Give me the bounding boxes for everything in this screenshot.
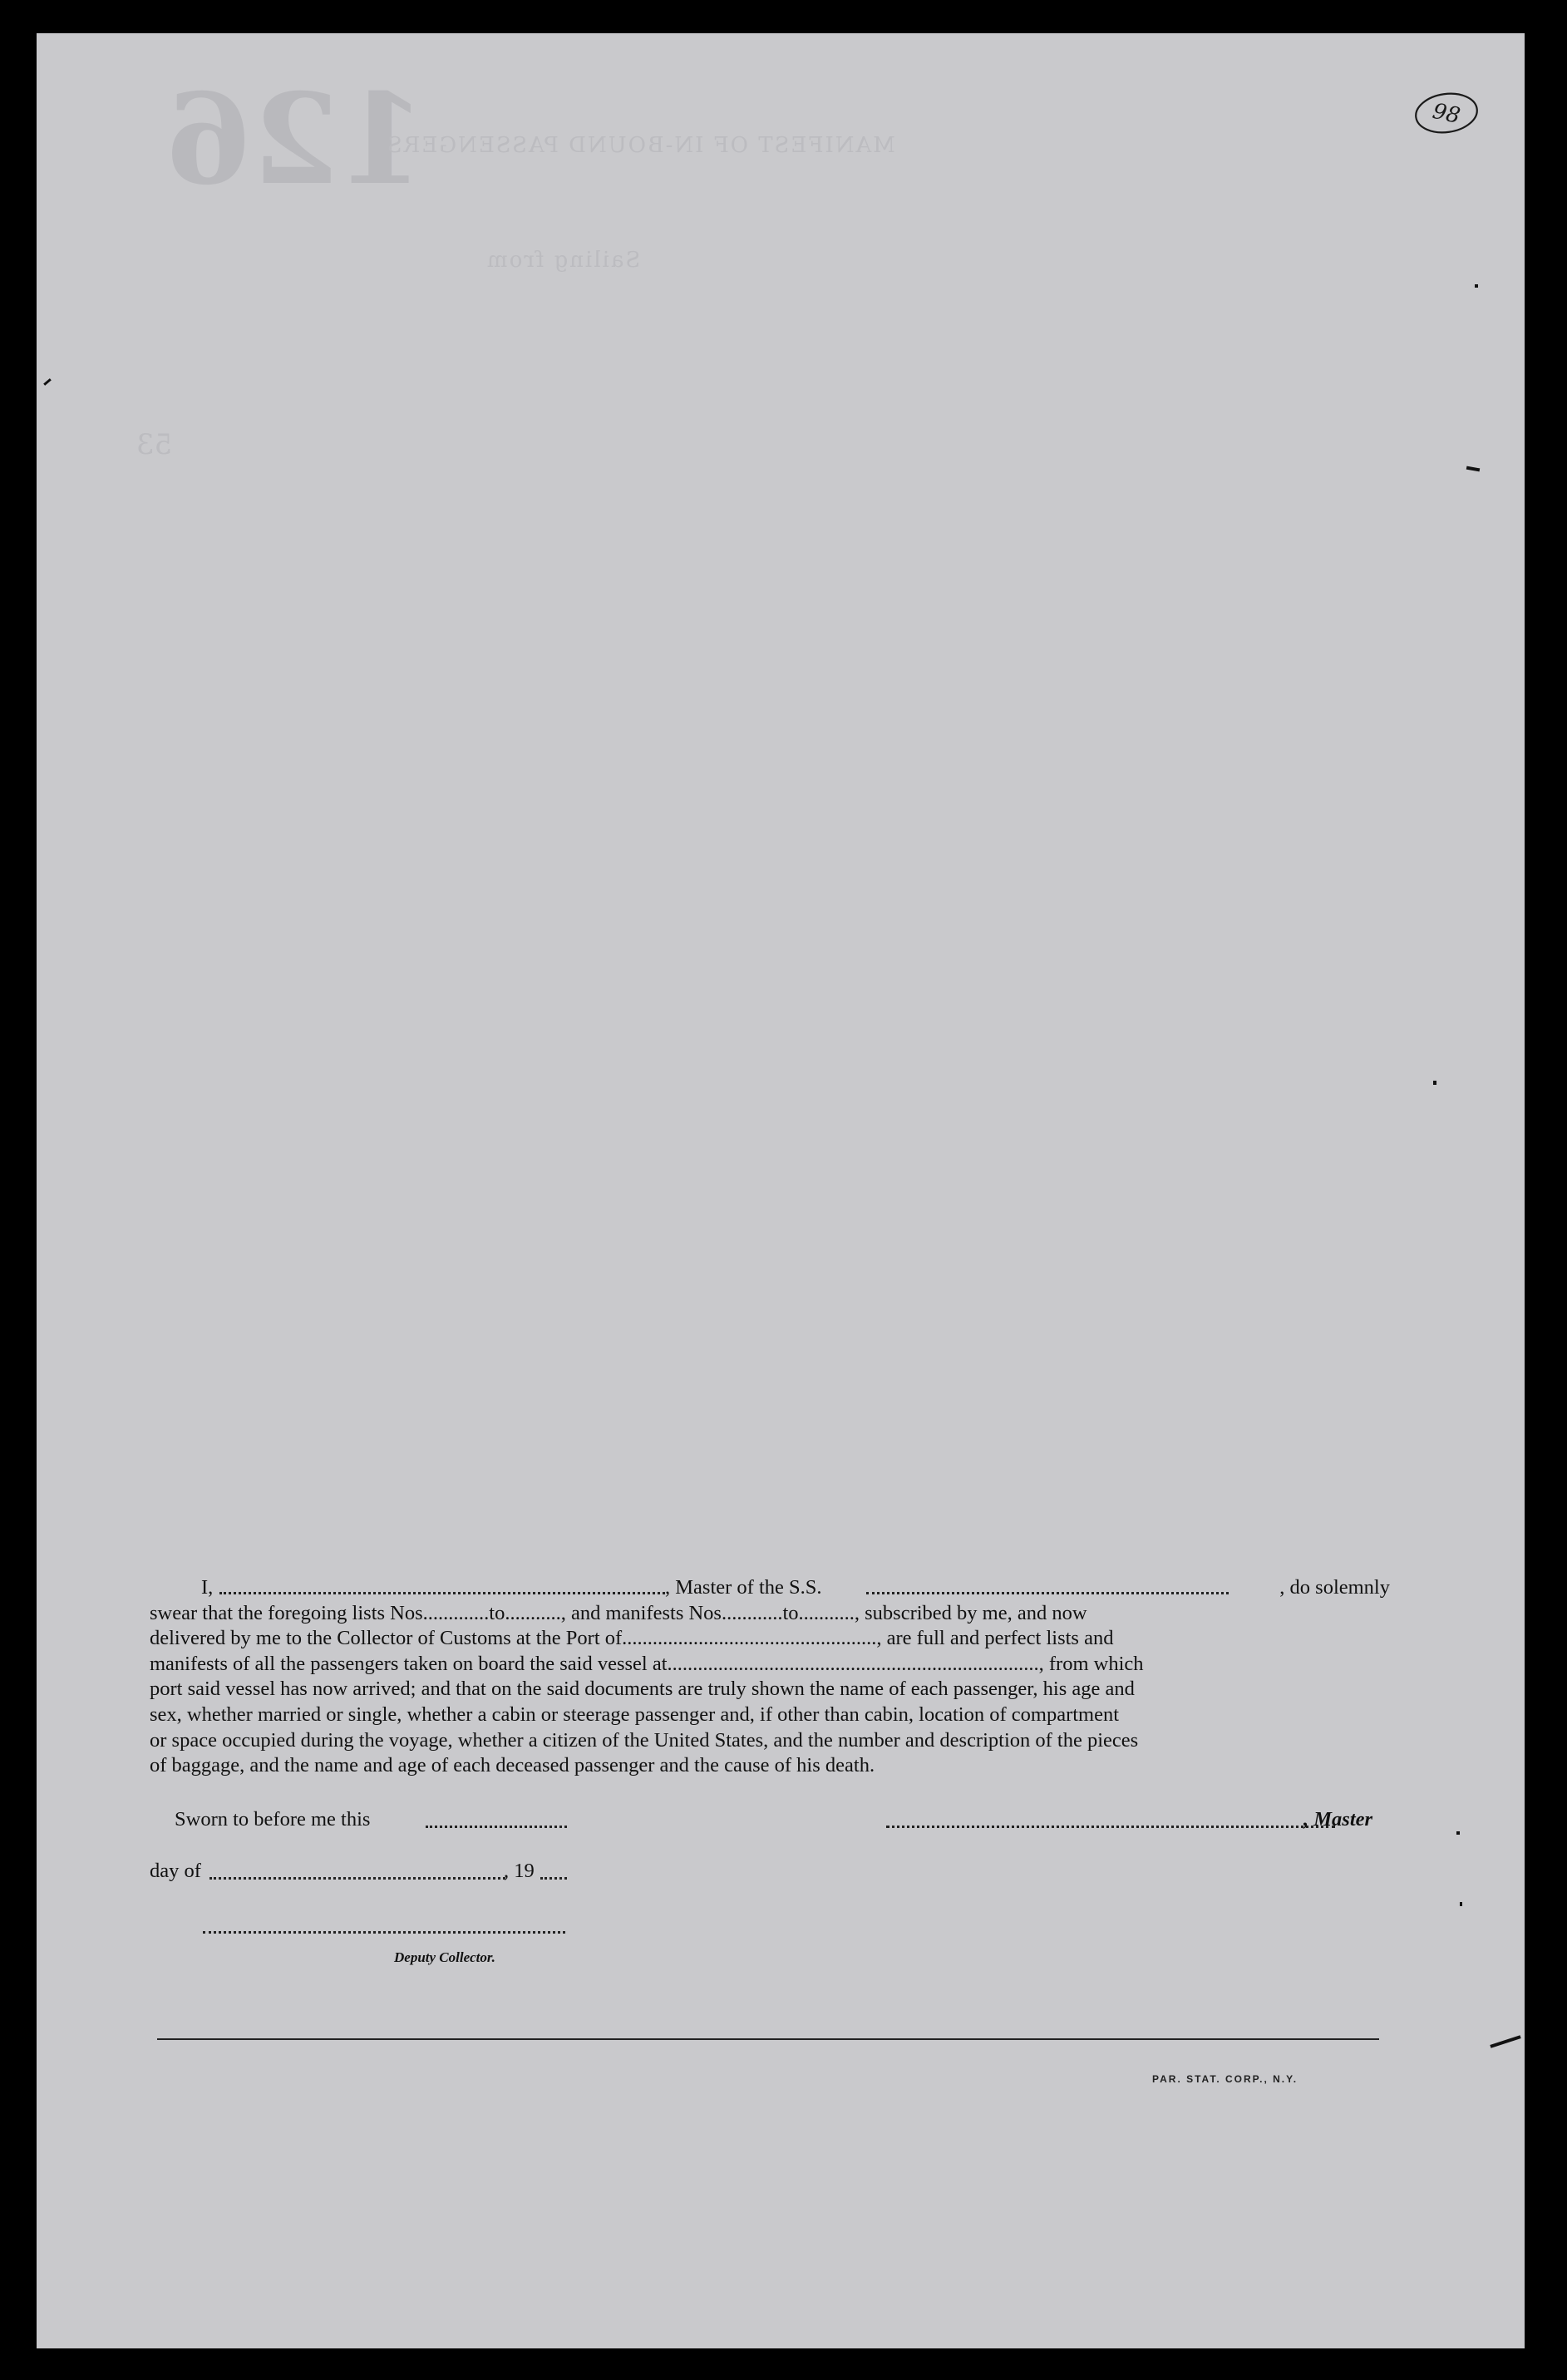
page-number-text: 98 (1430, 98, 1463, 130)
speck (1460, 1902, 1462, 1906)
oath-line-8: of baggage, and the name and age of each deceased passenger and the cause of his death. (150, 1754, 875, 1777)
speck (1475, 284, 1478, 288)
ghost-sheet-number: 126 (165, 67, 426, 213)
printer-imprint: PAR. STAT. CORP., N.Y. (1152, 2073, 1298, 2085)
master-signature-dots (886, 1826, 1335, 1828)
ghost-subheading: Sailing from (485, 248, 641, 273)
oath-line-4: manifests of all the passengers taken on board the said vessel at........................................................................., from which (150, 1652, 1144, 1675)
manifest-sheet (37, 33, 1525, 2348)
ghost-mark: 53 (136, 428, 173, 461)
day-of-label: day of (150, 1860, 201, 1882)
master-oath-paragraph (150, 1575, 1390, 1779)
deputy-collector-label: Deputy Collector. (394, 1949, 495, 1965)
speck (43, 378, 52, 386)
oath-line-6: sex, whether married or single, whether a cabin or steerage passenger and, if other than cabin, location of compartment (150, 1702, 1120, 1726)
master-of-ss-label: , Master of the S.S. (665, 1576, 822, 1599)
speck (1456, 1831, 1460, 1835)
year-label: , 19 (504, 1860, 535, 1882)
vessel-name-dots (866, 1592, 1229, 1594)
sworn-label: Sworn to before me this (175, 1808, 371, 1831)
ghost-heading: MANIFEST OF IN-BOUND PASSENGERS (386, 133, 895, 158)
speck (1466, 466, 1480, 472)
oath-line-7: or space occupied during the voyage, whether a citizen of the United States, and the number and description of the pieces (150, 1728, 1139, 1752)
oath-line-1 (150, 1575, 1390, 1601)
circled-page-number (1412, 90, 1481, 136)
speck (1433, 1081, 1436, 1085)
oath-intro: I, (201, 1576, 214, 1599)
master-name-dots (219, 1592, 665, 1594)
year-dots (540, 1877, 567, 1880)
master-signature-label: , Master (1303, 1808, 1373, 1831)
solemnly-label: , do solemnly (1279, 1576, 1390, 1599)
day-of-dots (209, 1877, 505, 1880)
oath-line-5: port said vessel has now arrived; and that on the said documents are truly shown the name of each passenger, his age and (150, 1678, 1135, 1701)
deputy-signature-dots (203, 1931, 565, 1934)
bottom-rule (157, 2038, 1379, 2040)
oath-line-3: delivered by me to the Collector of Customs at the Port of.................................................., are full and perfect lists and (150, 1627, 1114, 1650)
sworn-date-dots (426, 1826, 567, 1828)
oath-line-2: swear that the foregoing lists Nos.............to..........., and manifests Nos............to..........., subscribed by me, and now (150, 1601, 1087, 1624)
speck (1490, 2035, 1520, 2048)
